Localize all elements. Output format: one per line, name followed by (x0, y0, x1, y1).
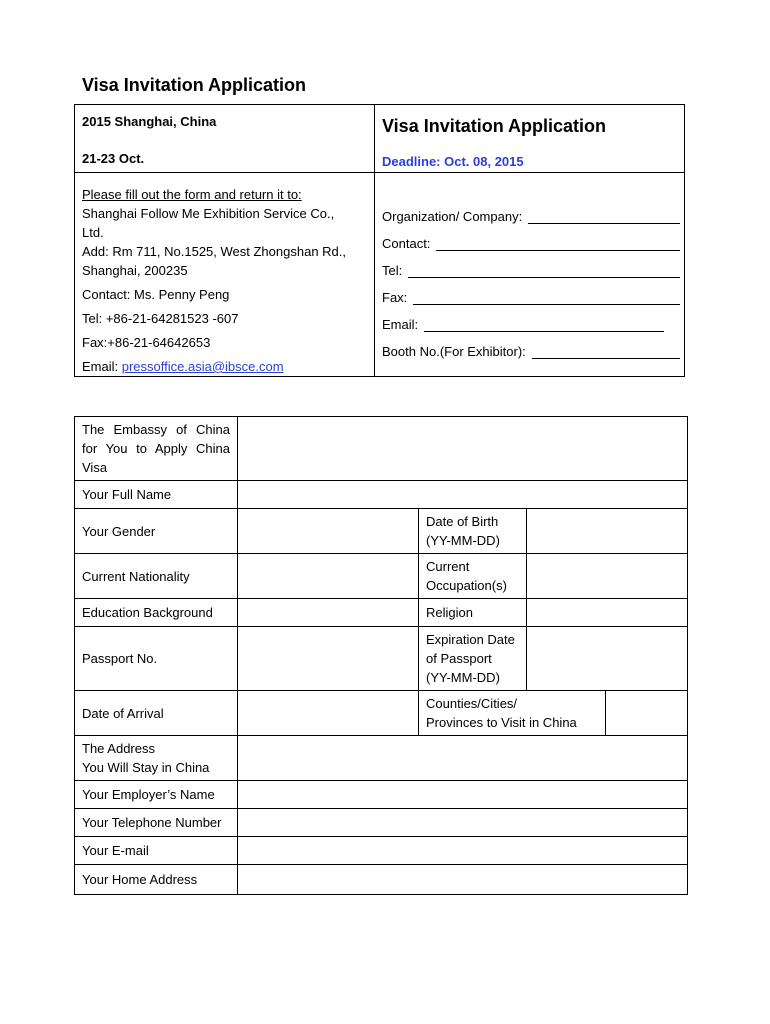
page-title: Visa Invitation Application (82, 75, 307, 95)
tel-label: Tel: (382, 263, 403, 278)
gender-label: Your Gender (75, 509, 238, 554)
stay-address-label (75, 736, 238, 781)
home-address-input[interactable] (238, 865, 688, 895)
tel-field[interactable] (382, 263, 680, 278)
table-row (75, 691, 688, 736)
expiration-label (419, 627, 527, 691)
organizer-email-label: Email: (82, 359, 119, 374)
email-label: Email: (382, 317, 419, 332)
contact-label: Contact: (382, 236, 431, 251)
full-name-label: Your Full Name (75, 481, 238, 509)
deadline: Deadline: Oct. 08, 2015 (382, 154, 524, 169)
address-line-1: Add: Rm 711, No.1525, West Zhongshan Rd., (82, 244, 346, 259)
address-line-2: Shanghai, 200235 (82, 263, 188, 278)
header-divider-vertical (374, 105, 375, 376)
visit-label-line-2: Provinces to Visit in China (426, 715, 577, 730)
dob-label-line-1: Date of Birth (426, 514, 499, 529)
visit-label-line-1: Counties/Cities/ (426, 696, 518, 711)
passport-input[interactable] (238, 627, 419, 691)
table-row (75, 481, 688, 509)
company-line-2: Ltd. (82, 225, 104, 240)
table-row (75, 627, 688, 691)
header-divider-horizontal (75, 172, 684, 173)
gender-input[interactable] (238, 509, 419, 554)
table-row (75, 736, 688, 781)
email-input[interactable] (238, 837, 688, 865)
table-row (75, 599, 688, 627)
table-row (75, 781, 688, 809)
organizer-contact-block (82, 185, 372, 376)
organizer-fax: Fax:+86-21-64642653 (82, 335, 211, 350)
organizer-email (82, 357, 372, 376)
religion-input[interactable] (527, 599, 688, 627)
organization-field[interactable] (382, 209, 680, 224)
passport-label: Passport No. (75, 627, 238, 691)
table-row (75, 554, 688, 599)
employer-input[interactable] (238, 781, 688, 809)
organizer-tel: Tel: +86-21-64281523 -607 (82, 311, 239, 326)
booth-label: Booth No.(For Exhibitor): (382, 344, 526, 359)
expiration-label-line-1: Expiration Date (426, 632, 515, 647)
fax-label: Fax: (382, 290, 408, 305)
embassy-input[interactable] (238, 417, 688, 481)
email-label-row: Your E-mail (75, 837, 238, 865)
instruction-text: Please fill out the form and return it to: (82, 187, 302, 202)
contact-field[interactable] (382, 236, 680, 251)
stay-address-label-line-1: The Address (82, 741, 155, 756)
organization-label: Organization/ Company: (382, 209, 523, 224)
organizer-email-link[interactable]: pressoffice.asia@ibsce.com (121, 359, 284, 374)
table-row (75, 417, 688, 481)
dob-label-line-2: (YY-MM-DD) (426, 533, 500, 548)
occupation-label (419, 554, 527, 599)
occupation-label-line-1: Current (426, 559, 470, 574)
arrival-label: Date of Arrival (75, 691, 238, 736)
table-row (75, 865, 688, 895)
form-title: Visa Invitation Application (382, 116, 607, 136)
application-table (74, 416, 688, 895)
table-row (75, 509, 688, 554)
booth-field[interactable] (382, 344, 680, 359)
visit-label (419, 691, 606, 736)
education-input[interactable] (238, 599, 419, 627)
visit-input[interactable] (606, 691, 688, 736)
religion-label: Religion (419, 599, 527, 627)
expiration-label-line-2: of Passport (426, 651, 492, 666)
header-box (74, 104, 685, 377)
stay-address-input[interactable] (238, 736, 688, 781)
nationality-label: Current Nationality (75, 554, 238, 599)
organizer-contact: Contact: Ms. Penny Peng (82, 287, 230, 302)
table-row (75, 809, 688, 837)
employer-label: Your Employer’s Name (75, 781, 238, 809)
dob-label (419, 509, 527, 554)
arrival-input[interactable] (238, 691, 419, 736)
education-label: Education Background (75, 599, 238, 627)
nationality-input[interactable] (238, 554, 419, 599)
stay-address-label-line-2: You Will Stay in China (82, 760, 210, 775)
fax-field[interactable] (382, 290, 680, 305)
telephone-label: Your Telephone Number (75, 809, 238, 837)
company-line-1: Shanghai Follow Me Exhibition Service Co., (82, 206, 335, 221)
table-row (75, 837, 688, 865)
event-city: 2015 Shanghai, China (82, 114, 217, 129)
dob-input[interactable] (527, 509, 688, 554)
embassy-label: The Embassy of China for You to Apply China Visa (75, 417, 238, 481)
expiration-input[interactable] (527, 627, 688, 691)
email-field[interactable] (382, 317, 664, 332)
event-dates: 21-23 Oct. (82, 151, 145, 166)
full-name-input[interactable] (238, 481, 688, 509)
telephone-input[interactable] (238, 809, 688, 837)
occupation-label-line-2: Occupation(s) (426, 578, 507, 593)
expiration-label-line-3: (YY-MM-DD) (426, 670, 500, 685)
home-address-label: Your Home Address (75, 865, 238, 895)
occupation-input[interactable] (527, 554, 688, 599)
